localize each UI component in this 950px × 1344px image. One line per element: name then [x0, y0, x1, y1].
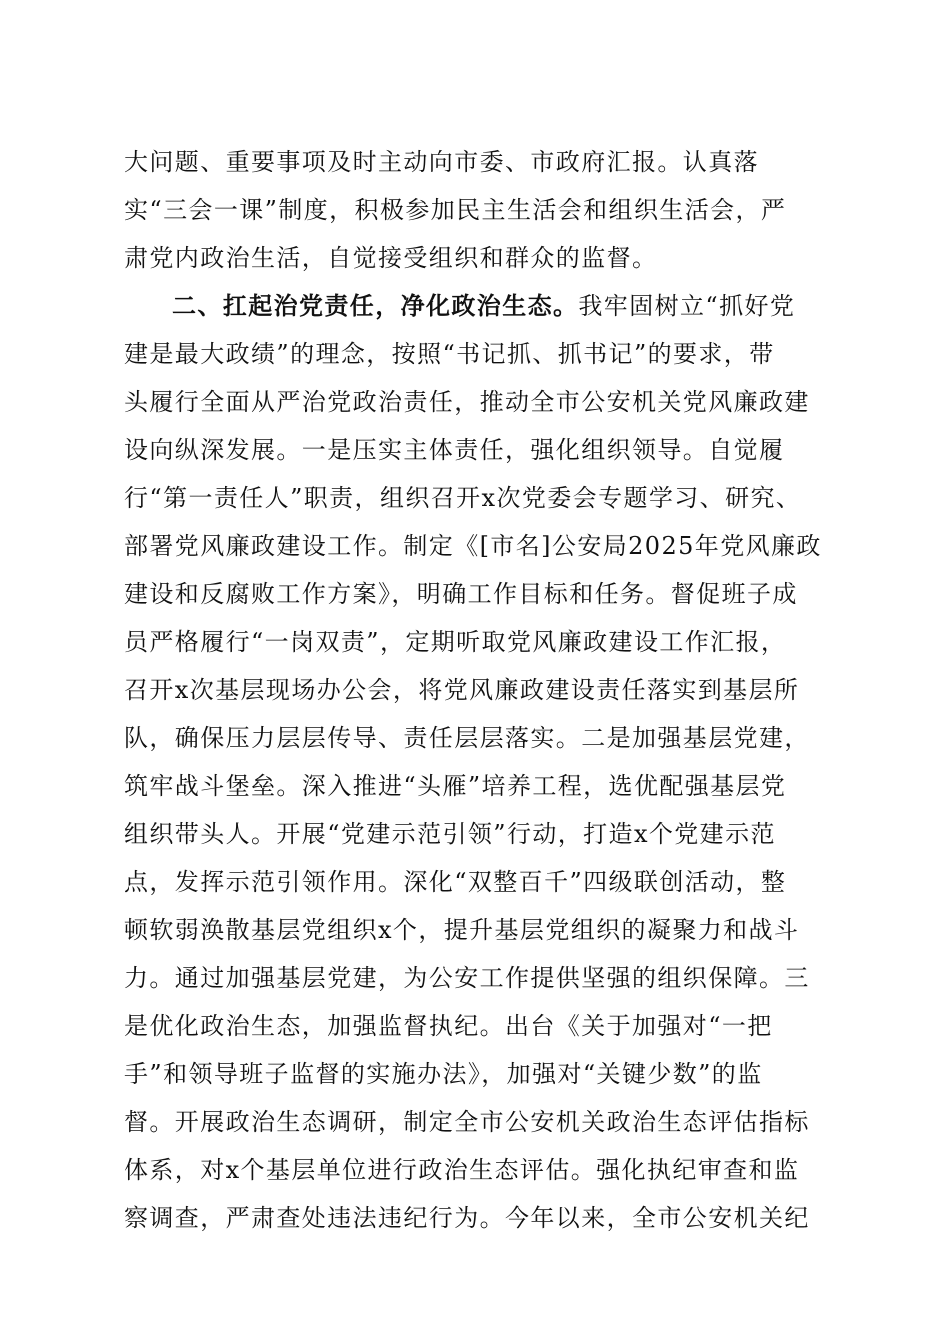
body-line: 建是最大政绩”的理念，按照“书记抓、抓书记”的要求，带 [124, 340, 775, 368]
body-line: 部署党风廉政建设工作。制定《[市名]公安局2025年党风廉政 [124, 532, 822, 560]
body-line: 组织带头人。开展“党建示范引领”行动，打造x个党建示范 [124, 820, 776, 848]
body-line: 手”和领导班子监督的实施办法》，加强对“关键少数”的监 [124, 1060, 763, 1088]
body-line: 大问题、重要事项及时主动向市委、市政府汇报。认真落 [124, 148, 759, 176]
body-line: 力。通过加强基层党建，为公安工作提供坚强的组织保障。三 [124, 964, 810, 992]
body-line: 实“三会一课”制度，积极参加民主生活会和组织生活会，严 [124, 196, 787, 224]
body-line: 头履行全面从严治党政治责任，推动全市公安机关党风廉政建 [124, 388, 810, 416]
body-line: 肃党内政治生活，自觉接受组织和群众的监督。 [124, 244, 658, 272]
body-line: 设向纵深发展。一是压实主体责任，强化组织领导。自觉履 [124, 436, 785, 464]
body-line: 点，发挥示范引领作用。深化“双整百千”四级联创活动，整 [124, 868, 787, 896]
body-line: 察调查，严肃查处违法违纪行为。今年以来，全市公安机关纪 [124, 1204, 810, 1232]
section-heading-continuation: 我牢固树立“抓好党 [578, 292, 796, 320]
section-heading-line [172, 287, 795, 325]
body-line: 行“第一责任人”职责，组织召开x次党委会专题学习、研究、 [124, 484, 802, 512]
section-heading: 二、扛起治党责任，净化政治生态。 [172, 292, 579, 320]
body-line: 召开x次基层现场办公会，将党风廉政建设责任落实到基层所 [124, 676, 800, 704]
body-line: 是优化政治生态，加强监督执纪。出台《关于加强对“一把 [124, 1012, 773, 1040]
body-line: 建设和反腐败工作方案》，明确工作目标和任务。督促班子成 [124, 580, 798, 608]
body-line: 筑牢战斗堡垒。深入推进“头雁”培养工程，选优配强基层党 [124, 772, 787, 800]
body-line: 员严格履行“一岗双责”，定期听取党风廉政建设工作汇报， [124, 628, 787, 656]
body-line: 体系，对x个基层单位进行政治生态评估。强化执纪审查和监 [124, 1156, 800, 1184]
body-line: 队，确保压力层层传导、责任层层落实。二是加强基层党建， [124, 724, 810, 752]
body-line: 督。开展政治生态调研，制定全市公安机关政治生态评估指标 [124, 1108, 810, 1136]
body-line: 顿软弱涣散基层党组织x个，提升基层党组织的凝聚力和战斗 [124, 916, 800, 944]
